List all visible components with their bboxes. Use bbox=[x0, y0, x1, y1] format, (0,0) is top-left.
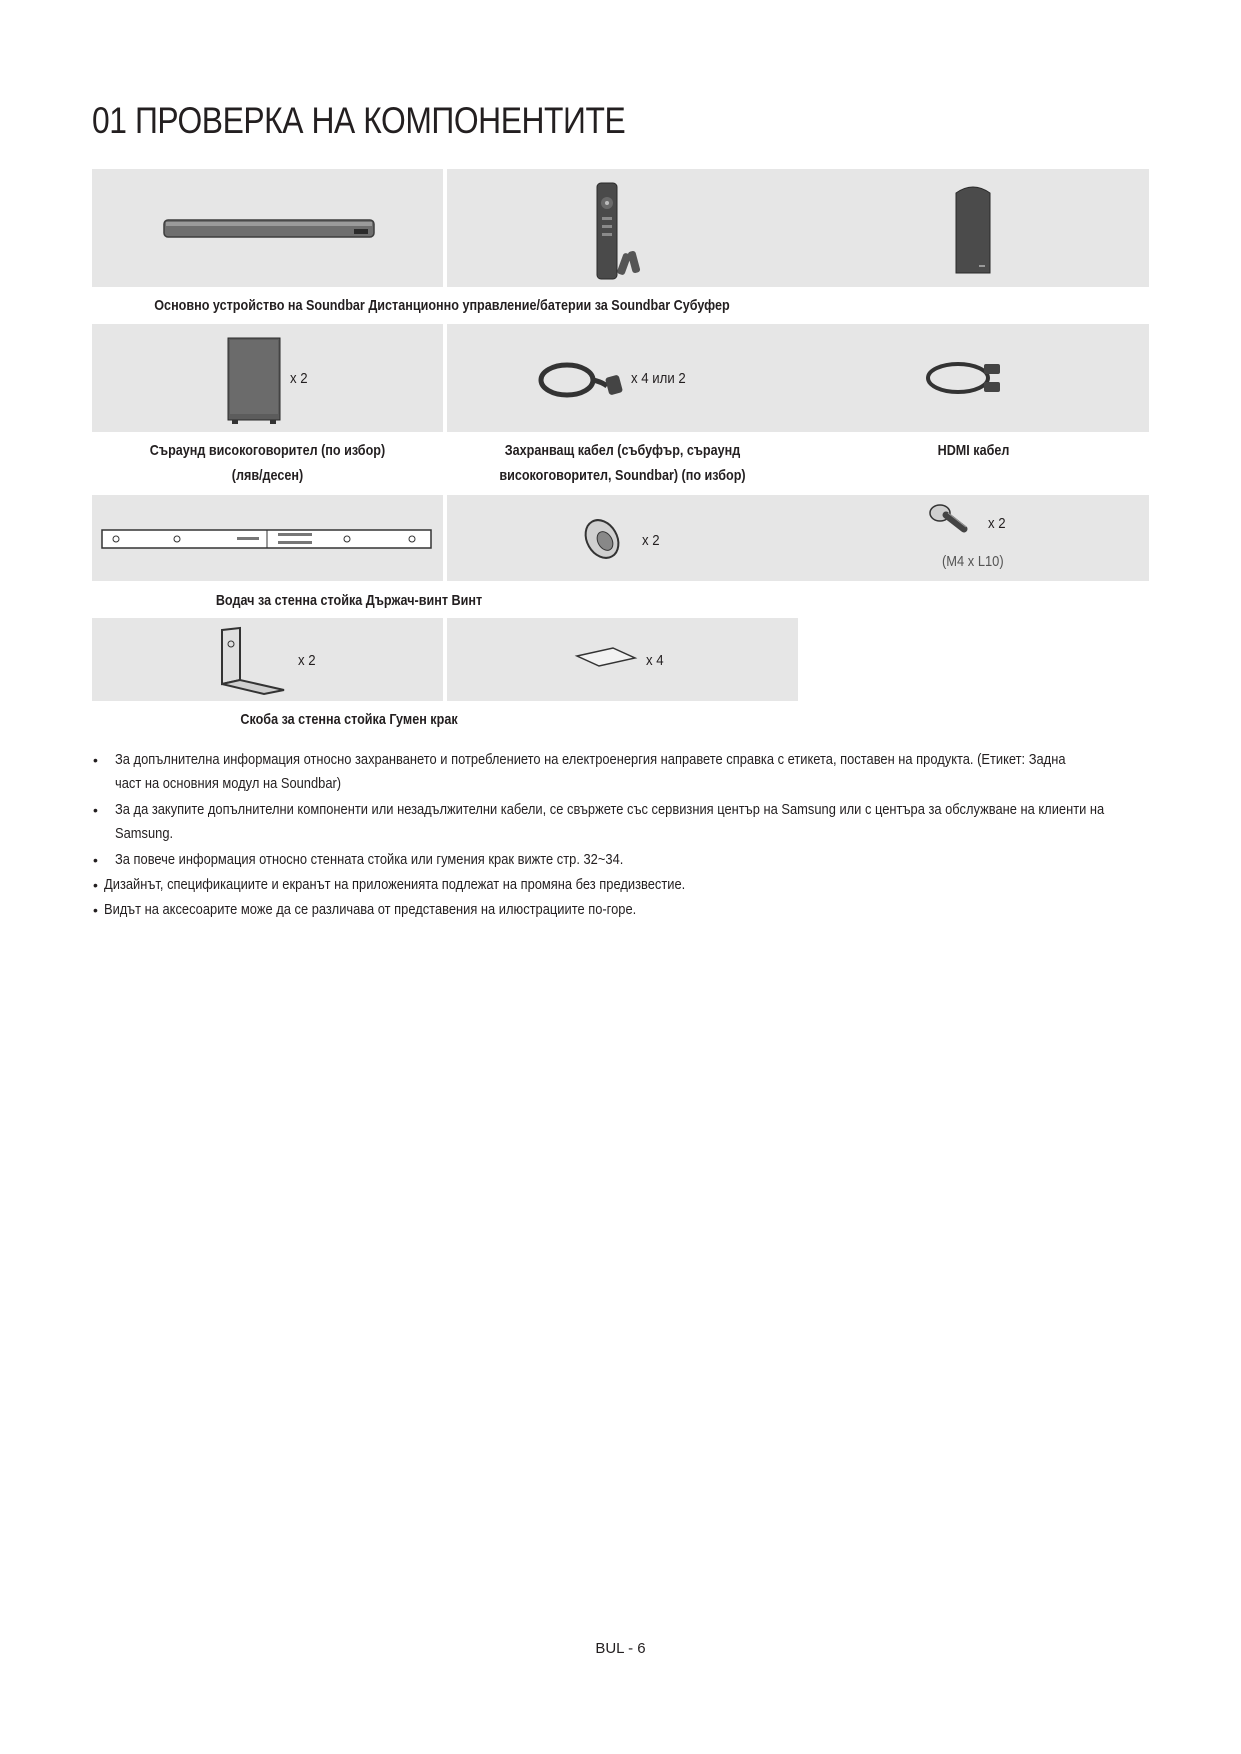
remote-cell bbox=[447, 169, 798, 287]
power-cable-quantity: x 4 или 2 bbox=[631, 370, 686, 387]
wall-mount-guide-image bbox=[92, 495, 443, 581]
bullet-4: • bbox=[93, 877, 98, 893]
note-2-line1: За да закупите допълнителни компоненти или незадължителни кабели, се свържете със сервизния център на Samsung или с центъра за обслужване на клиенти на bbox=[115, 801, 1105, 818]
row1-caption: Основно устройство на Soundbar Дистанционно управление/батерии за Soundbar Субуфер bbox=[154, 297, 730, 314]
surround-cell bbox=[92, 324, 443, 432]
bracket-cell bbox=[92, 618, 443, 701]
holder-screw-quantity: x 2 bbox=[642, 532, 660, 549]
note-4: Дизайнът, спецификациите и екранът на приложенията подлежат на промяна без предизвестие. bbox=[104, 876, 686, 893]
note-5: Видът на аксесоарите може да се различава от представения на илюстрациите по-горе. bbox=[104, 901, 637, 918]
subwoofer-cell bbox=[798, 169, 1149, 287]
hdmi-cell bbox=[798, 324, 1149, 432]
remote-image bbox=[447, 169, 798, 287]
soundbar-image bbox=[92, 169, 443, 287]
note-1-line2: част на основния модул на Soundbar) bbox=[115, 775, 342, 792]
wall-bracket-image bbox=[92, 618, 443, 701]
screw-quantity: x 2 bbox=[988, 515, 1006, 532]
page-title: 01 ПРОВЕРКА НА КОМПОНЕНТИТЕ bbox=[92, 100, 626, 141]
soundbar-cell bbox=[92, 169, 443, 287]
bullet-5: • bbox=[93, 902, 98, 918]
page-footer: BUL - 6 bbox=[595, 1640, 646, 1657]
hdmi-cable-image bbox=[798, 324, 1149, 432]
bullet-2: • bbox=[93, 802, 98, 818]
rubber-foot-image bbox=[447, 618, 798, 701]
holder-screw-cell bbox=[447, 495, 798, 581]
surround-speaker-image bbox=[92, 324, 443, 432]
subwoofer-image bbox=[798, 169, 1149, 287]
surround-caption-line2: (ляв/десен) bbox=[231, 467, 304, 484]
note-1-line1: За допълнителна информация относно захранването и потреблението на електроенергия направете справка с етикета, поставен на продукта. (Етикет: Задна bbox=[115, 751, 1066, 768]
row3-caption: Водач за стенна стойка Държач-винт Винт bbox=[215, 592, 483, 609]
holder-screw-image bbox=[447, 495, 798, 581]
wall-guide-cell bbox=[92, 495, 443, 581]
surround-caption-line1: Съраунд високоговорител (по избор) bbox=[149, 442, 386, 459]
screw-cell bbox=[798, 495, 1149, 581]
power-cable-image bbox=[447, 324, 798, 432]
screw-size: (M4 x L10) bbox=[942, 553, 1004, 570]
rubber-foot-quantity: x 4 bbox=[646, 652, 664, 669]
rubber-foot-cell bbox=[447, 618, 798, 701]
note-3: За повече информация относно стенната стойка или гумения крак вижте стр. 32~34. bbox=[115, 851, 624, 868]
hdmi-caption: HDMI кабел bbox=[937, 442, 1010, 459]
power-cable-cell bbox=[447, 324, 798, 432]
note-2-line2: Samsung. bbox=[115, 825, 174, 842]
bullet-3: • bbox=[93, 852, 98, 868]
power-cable-caption-line2: високоговорител, Soundbar) (по избор) bbox=[499, 467, 746, 484]
row4-caption: Скоба за стенна стойка Гумен крак bbox=[240, 711, 458, 728]
bracket-quantity: x 2 bbox=[298, 652, 316, 669]
surround-quantity: x 2 bbox=[290, 370, 308, 387]
power-cable-caption-line1: Захранващ кабел (събуфър, съраунд bbox=[504, 442, 741, 459]
bullet-1: • bbox=[93, 752, 98, 768]
